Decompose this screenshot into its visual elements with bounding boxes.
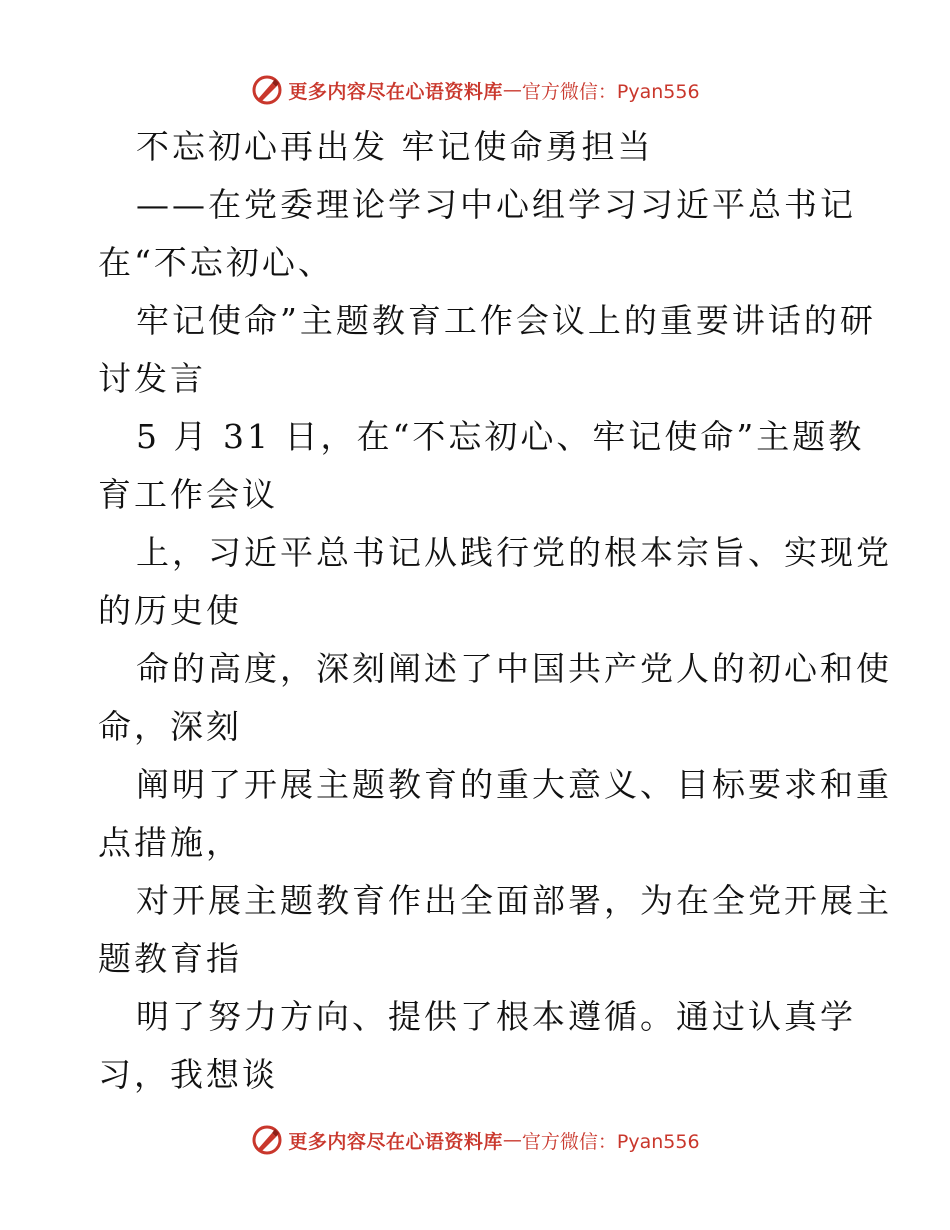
doc-line: 上，习近平总书记从践行党的根本宗旨、实现党 xyxy=(136,533,892,572)
doc-line: 在“不忘初心、 xyxy=(98,243,334,282)
document-body xyxy=(98,118,892,1104)
doc-line: 点措施， xyxy=(98,823,242,862)
watermark-wechat: 官方微信：Pyan556 xyxy=(521,1130,700,1153)
watermark-brand: 更多内容尽在心语资料库 xyxy=(288,80,503,103)
doc-line: 阐明了开展主题教育的重大意义、目标要求和重 xyxy=(136,765,892,804)
header-watermark xyxy=(0,70,950,110)
doc-line: 命的高度，深刻阐述了中国共产党人的初心和使 xyxy=(136,649,892,688)
doc-line: 牢记使命”主题教育工作会议上的重要讲话的研 xyxy=(136,301,876,340)
doc-line: 育工作会议 xyxy=(98,475,278,514)
pen-logo-icon xyxy=(250,1123,284,1157)
footer-watermark xyxy=(0,1120,950,1160)
doc-title: 不忘初心再出发 牢记使命勇担当 xyxy=(136,127,654,166)
doc-line: 的历史使 xyxy=(98,591,242,630)
doc-line: 命，深刻 xyxy=(98,707,242,746)
watermark-wechat: 官方微信：Pyan556 xyxy=(521,80,700,103)
doc-subtitle: ——在党委理论学习中心组学习习近平总书记 xyxy=(136,185,856,224)
watermark-brand: 更多内容尽在心语资料库 xyxy=(288,1130,503,1153)
doc-line: 习，我想谈 xyxy=(98,1055,278,1094)
doc-line: 对开展主题教育作出全面部署，为在全党开展主 xyxy=(136,881,892,920)
doc-line: 题教育指 xyxy=(98,939,242,978)
watermark-separator: — xyxy=(502,1129,522,1151)
doc-line: 讨发言 xyxy=(98,359,206,398)
pen-logo-icon xyxy=(250,73,284,107)
watermark-separator: — xyxy=(502,79,522,101)
doc-line: 明了努力方向、提供了根本遵循。通过认真学 xyxy=(136,997,856,1036)
doc-line: 5 月 31 日，在“不忘初心、牢记使命”主题教 xyxy=(136,417,865,456)
